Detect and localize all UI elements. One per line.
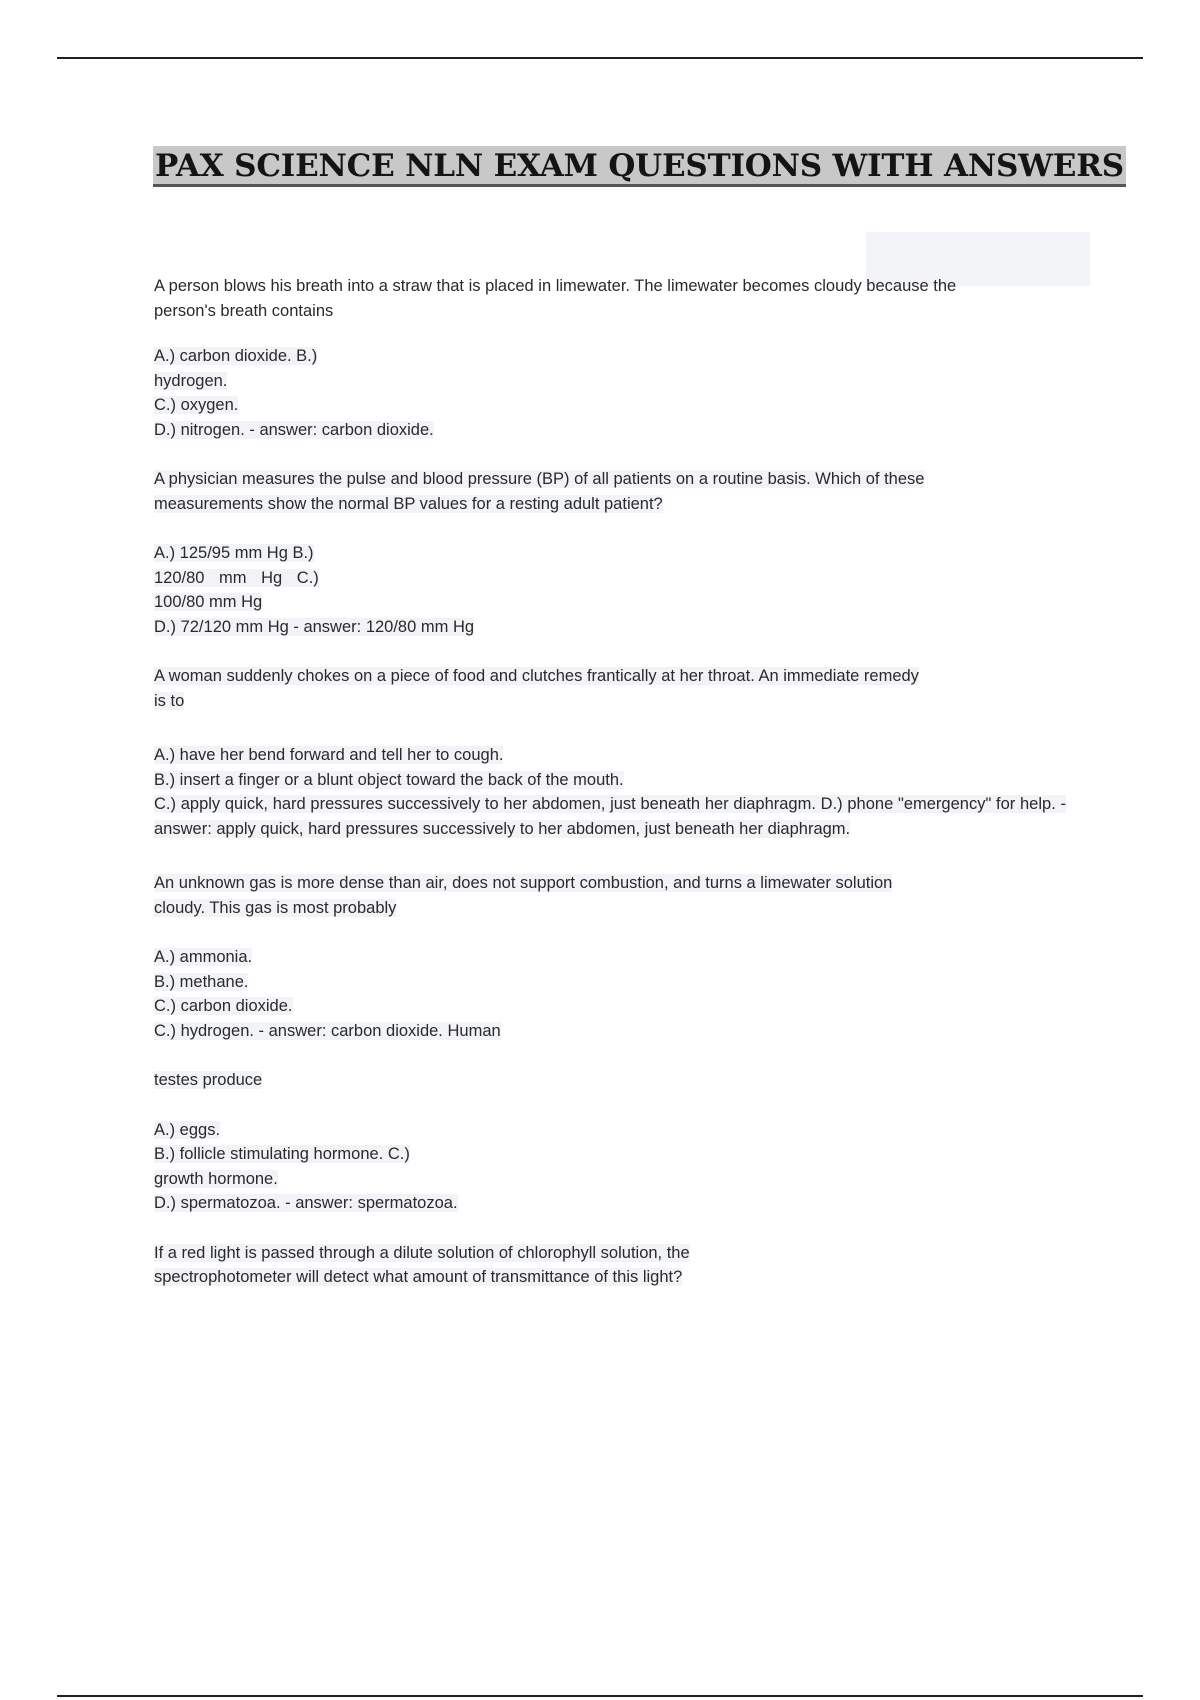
- question-stem-line: cloudy. This gas is most probably: [154, 898, 397, 917]
- top-rule: [57, 57, 1143, 59]
- question-4-options: [154, 945, 1066, 1043]
- option-line: D.) spermatozoa. - answer: spermatozoa.: [154, 1194, 458, 1212]
- option-paragraph: C.) apply quick, hard pressures successively to her abdomen, just beneath her diaphragm. D.) phone "emergency" for help. - answer: apply quick, hard pressures successively to her abdomen, just beneath her diaphragm.: [154, 795, 1066, 838]
- option-line: A.) have her bend forward and tell her to cough.: [154, 746, 504, 764]
- option-line: B.) insert a finger or a blunt object toward the back of the mouth.: [154, 770, 624, 789]
- question-stem-line: person's breath contains: [154, 301, 334, 320]
- option-line: growth hormone.: [154, 1169, 278, 1188]
- question-3-options: [154, 743, 1066, 841]
- question-stem-line: is to: [154, 691, 185, 710]
- option-line: 120/80 mm Hg C.): [154, 568, 319, 587]
- question-6: [154, 1241, 1066, 1290]
- option-line: B.) follicle stimulating hormone. C.): [154, 1145, 410, 1163]
- question-5: [154, 1068, 1066, 1093]
- option-line: hydrogen.: [154, 371, 228, 390]
- question-stem-line: testes produce: [154, 1071, 263, 1089]
- question-stem-line: spectrophotometer will detect what amount of transmittance of this light?: [154, 1268, 683, 1286]
- bottom-rule: [57, 1695, 1143, 1697]
- question-stem-line: A person blows his breath into a straw that is placed in limewater. The limewater becomes cloudy because the: [154, 277, 957, 295]
- document-body: [154, 274, 1066, 1290]
- question-2-options: [154, 541, 1066, 639]
- question-1-options: [154, 344, 1066, 442]
- document-title: PAX SCIENCE NLN EXAM QUESTIONS WITH ANSWERS: [155, 148, 1124, 184]
- option-line: A.) eggs.: [154, 1120, 221, 1139]
- option-line: B.) methane.: [154, 972, 249, 991]
- question-5-options: [154, 1118, 1066, 1216]
- question-stem-line: A physician measures the pulse and blood pressure (BP) of all patients on a routine basis. Which of these: [154, 470, 925, 488]
- question-stem-line: If a red light is passed through a dilute solution of chlorophyll solution, the: [154, 1243, 690, 1262]
- option-line: D.) nitrogen. - answer: carbon dioxide.: [154, 420, 434, 439]
- question-1: [154, 274, 1066, 323]
- option-line: A.) ammonia.: [154, 948, 253, 966]
- question-2: [154, 467, 1066, 516]
- question-4: [154, 871, 1066, 920]
- question-3: [154, 664, 1066, 713]
- question-stem-line: A woman suddenly chokes on a piece of food and clutches frantically at her throat. An immediate remedy: [154, 667, 919, 685]
- option-line: C.) carbon dioxide.: [154, 997, 293, 1015]
- title-highlight: [153, 146, 1126, 187]
- question-stem-line: An unknown gas is more dense than air, does not support combustion, and turns a limewater solution: [154, 874, 893, 892]
- option-line: C.) oxygen.: [154, 396, 239, 414]
- option-line: D.) 72/120 mm Hg - answer: 120/80 mm Hg: [154, 617, 475, 636]
- question-stem-line: measurements show the normal BP values for a resting adult patient?: [154, 494, 663, 513]
- option-line: A.) 125/95 mm Hg B.): [154, 544, 314, 562]
- option-line: C.) hydrogen. - answer: carbon dioxide. Human: [154, 1021, 501, 1040]
- option-line: A.) carbon dioxide. B.): [154, 347, 318, 365]
- option-line: 100/80 mm Hg: [154, 593, 263, 611]
